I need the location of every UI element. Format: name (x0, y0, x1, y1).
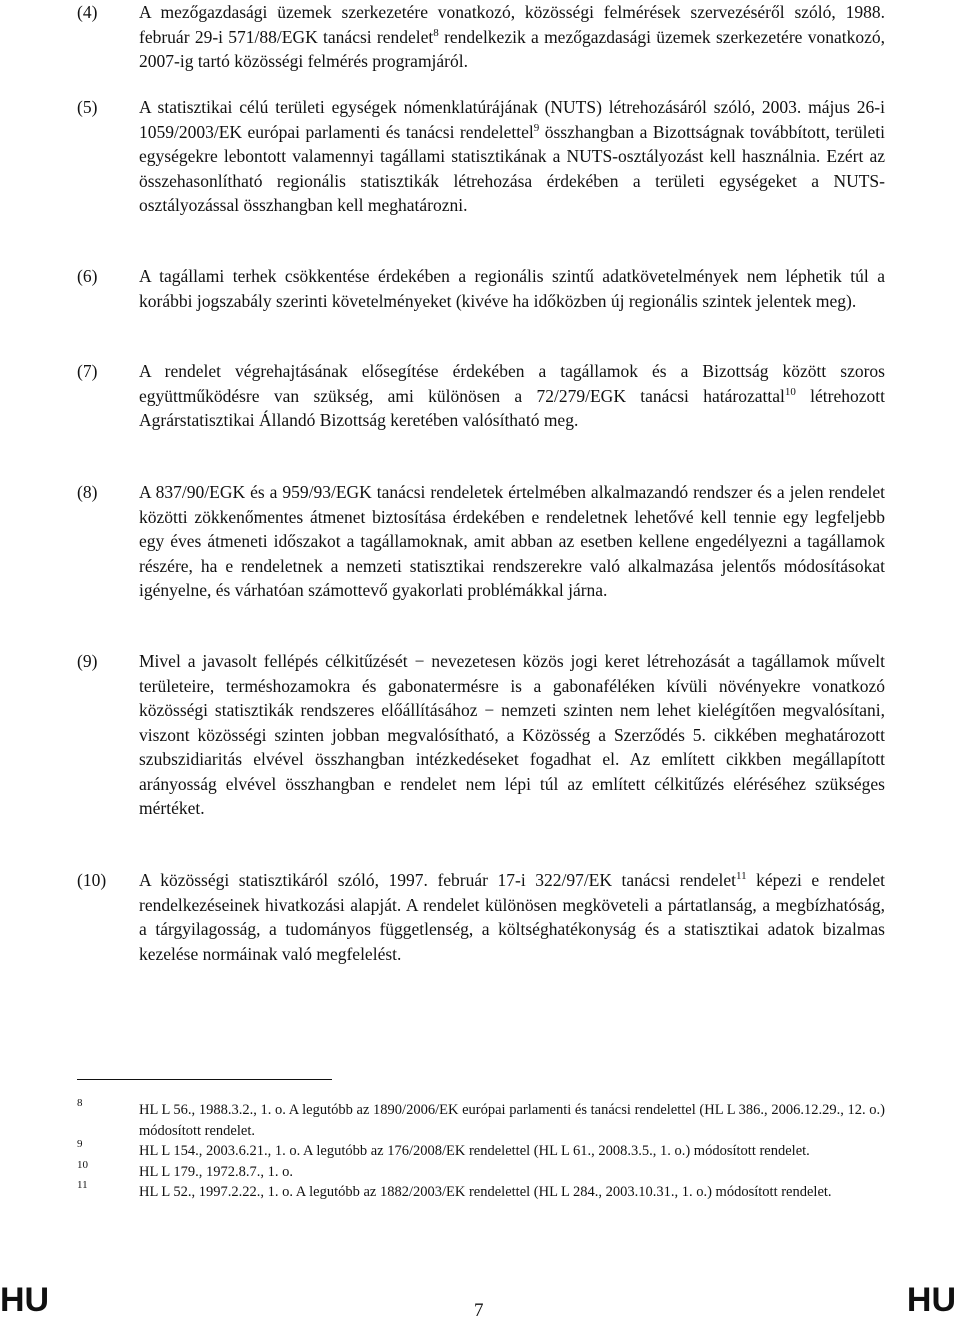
recital-number: (5) (77, 97, 98, 117)
recital-text: A statisztikai célú területi egységek nómenklatúrájának (NUTS) létrehozásáról szóló, 2003. május 26-i 1059/2003/EK európai parlamenti és tanácsi rendelettel$^9$ összhangban a Bizottságnak továbbított, területi egységekre lebontott valamennyi tagállami statisztikának a NUTS-osztályozást kell használnia. Ezért az összehasonlítható regionális statisztikák létrehozása érdekében a területi egységeket a NUTS-osztályozással összhangban kell meghatározni. (139, 97, 885, 215)
recital-number: (8) (77, 482, 98, 502)
footnote-text: HL L 56., 1988.3.2., 1. o. A legutóbb az 1890/2006/EK európai parlamenti és tanácsi rendelettel (HL L 386., 2006.12.29., 12. o.) módosított rendelet. (139, 1102, 885, 1139)
recital-number: (9) (77, 651, 98, 671)
footnote-ref: 10 (784, 385, 796, 398)
recital-text: Mivel a javasolt fellépés célkitűzését − nevezetesen közös jogi keret létrehozását a tagállamok művelt területeire, terméshozamokra és gabonatermésre is a gabonaféléken kívüli növényekre vonatkozó közösségi statisztikák rendszeres előállításához − nemzeti szinten nem lehet kielégítően megvalósítani, viszont közösségi szinten jobban megvalósítható, a Közösség a Szerződés 5. cikkében meghatározott szubszidiaritás elvével összhangban intézkedéseket fogadhat el. Az említett cikkben megállapított arányosság elvével összhangban e rendelet nem lépi túl az említett célkitűzés eléréséhez szükséges mértéket. (139, 651, 885, 818)
recital-10 (77, 868, 885, 966)
recital-text: A mezőgazdasági üzemek szerkezetére vonatkozó, közösségi felmérések szervezéséről szóló, 1988. február 29-i 571/88/EGK tanácsi rendelet$^8$ rendelkezik a mezőgazdasági üzemek szerkezetére vonatkozó, 2007-ig tartó közösségi felmérés programjáról. (139, 2, 885, 71)
footnote-separator (77, 1079, 332, 1080)
footnote-number: 9 (77, 1138, 83, 1150)
footnote-text: HL L 154., 2003.6.21., 1. o. A legutóbb az 176/2008/EK rendelettel (HL L 61., 2008.3.5., 1. o.) módosított rendelet. (139, 1143, 810, 1159)
footnote (77, 1138, 885, 1162)
footnote-number: 10 (77, 1158, 88, 1171)
footnote-number: 11 (77, 1179, 88, 1191)
footnote (77, 1179, 885, 1203)
recital-text: A közösségi statisztikáról szóló, 1997. február 17-i 322/97/EK tanácsi rendelet$^{11}$ képezi e rendelet rendelkezéseinek hivatkozási alapját. A rendelet különösen megköveteli a pártatlanság, a megbízhatóság, a tárgyilagosság, a tudományos függetlenség, a költséghatékonyság és a statisztikai adatok bizalmas kezelése normáinak való megfelelést. (139, 870, 885, 964)
footnotes (77, 1097, 885, 1203)
footnote-text: HL L 179., 1972.8.7., 1. o. (139, 1163, 293, 1180)
footnote-ref: 8 (433, 26, 439, 39)
recital-text: A tagállami terhek csökkentése érdekében a regionális szintű adatkövetelmények nem léphetik túl a korábbi jogszabály szerinti követelményeket (kivéve ha időközben új regionális szintek jelentek meg). (139, 266, 885, 311)
footnote-number: 8 (77, 1097, 83, 1109)
footnote-ref: 9 (533, 121, 540, 134)
recital-4 (77, 0, 885, 74)
recital-9 (77, 649, 885, 821)
footer-language-right: HU (906, 1281, 956, 1319)
recital-number: (7) (77, 361, 98, 381)
footnote-text: HL L 52., 1997.2.22., 1. o. A legutóbb az 1882/2003/EK rendelettel (HL L 284., 2003.10.31., 1. o.) módosított rendelet. (139, 1184, 832, 1200)
recital-text: A rendelet végrehajtásának elősegítése érdekében a tagállamok és a Bizottság között szoros együttműködésre van szükség, ami különösen a 72/279/EGK tanácsi határozattal$^{10}$ létrehozott Agrárstatisztikai Állandó Bizottság keretében valósítható meg. (139, 361, 885, 430)
recital-number: (6) (77, 266, 98, 286)
footnote-ref: 11 (736, 870, 747, 882)
recital-6 (77, 264, 885, 313)
recital-number: (10) (77, 870, 107, 890)
footer-language-left: HU (0, 1281, 50, 1319)
recital-number: (4) (77, 2, 98, 22)
recital-8 (77, 480, 885, 603)
recital-5 (77, 95, 885, 218)
recital-text: A 837/90/EGK és a 959/93/EGK tanácsi rendeletek értelmében alkalmazandó rendszer és a jelen rendelet közötti zökkenőmentes átmenet biztosítása érdekében e rendeletnek lehetővé kell tennie egy legfeljebb egy éves átmeneti időszakot a tagállamoknak, amit abban az esetben kellene engedélyezni a tagállamok részére, ha e rendeletnek a nemzeti statisztikai rendszerekre való alkalmazása jelentős módosításokat igényelne, és várhatóan számottevő gyakorlati problémákkal járna. (139, 482, 885, 600)
recital-7 (77, 359, 885, 433)
footnote (77, 1158, 885, 1183)
page-number: 7 (474, 1300, 484, 1321)
footnote (77, 1097, 885, 1141)
